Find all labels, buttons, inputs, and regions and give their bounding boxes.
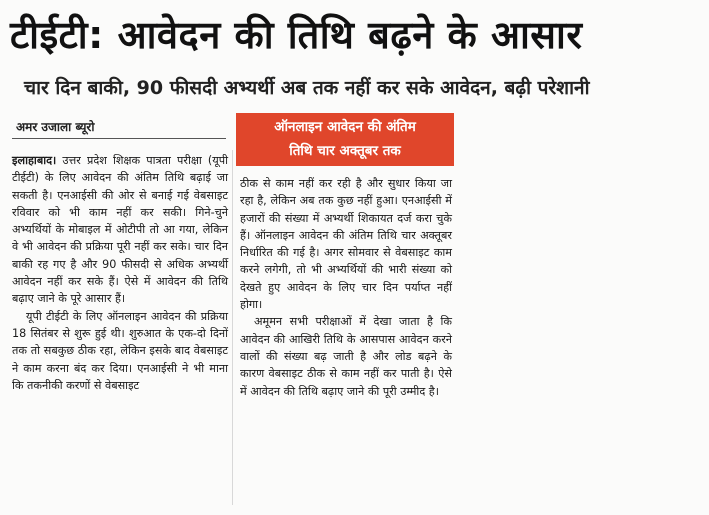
- highlight-line-2: तिथि चार अक्तूबर तक: [289, 143, 401, 159]
- article-paragraph: [12, 152, 228, 308]
- headline: टीईटी: आवेदन की तिथि बढ़ने के आसार: [10, 13, 583, 57]
- column-divider: [232, 150, 233, 505]
- byline: अमर उजाला ब्यूरो: [16, 120, 95, 134]
- highlight-line-1: ऑनलाइन आवेदन की अंतिम: [274, 119, 416, 135]
- dateline: इलाहाबाद।: [12, 154, 57, 167]
- article-paragraph: यूपी टीईटी के लिए ऑनलाइन आवेदन की प्रक्रिया 18 सितंबर से शुरू हुई थी। शुरुआत के एक-दो दिनों तक तो सबकुछ ठीक रहा, लेकिन इसके बाद वेबसाइट ने काम करना बंद कर दिया। एनआईसी ने भी माना कि तकनीकी करणों से वेबसाइट: [12, 309, 228, 392]
- article-column-1: [12, 152, 228, 394]
- article-column-2: [240, 175, 452, 400]
- subheadline: चार दिन बाकी, 90 फीसदी अभ्यर्थी अब तक नहीं कर सके आवेदन, बढ़ी परेशानी: [24, 77, 590, 99]
- article-paragraph: अमूमन सभी परीक्षाओं में देखा जाता है कि आवेदन की आखिरी तिथि के आसपास आवेदन करने वालों की संख्या बढ़ जाती है और लोड बढ़ने के कारण वेबसाइट ठीक से काम नहीं कर पाती है। ऐसे में आवेदन की तिथि बढ़ाए जाने की पूरी उम्मीद है।: [240, 315, 452, 398]
- byline-rule: [12, 138, 226, 139]
- highlight-box: [236, 113, 454, 166]
- paragraph-text: उत्तर प्रदेश शिक्षक पात्रता परीक्षा (यूपी टीईटी) के लिए आवेदन की अंतिम तिथि बढ़ाई जा सकती है। एनआईसी की ओर से बनाई गई वेबसाइट रविवार को भी काम नहीं कर सकी। गिने-चुने अभ्यर्थियों के मोबाइल में ओटीपी तो आ गया, लेकिन वे भी आवेदन की प्रक्रिया पूरी नहीं कर सके। चार दिन बाकी रह गए है और 90 फीसदी से अधिक अभ्यर्थी आवेदन नहीं कर सके हैं। ऐसे में आवेदन की तिथि बढ़ाए जाने के पूरे आसार हैं।: [12, 154, 228, 306]
- article-paragraph: ठीक से काम नहीं कर रही है और सुधार किया जा रहा है, लेकिन अब तक कुछ नहीं हुआ। एनआईसी में हजारों की संख्या में अभ्यर्थी शिकायत दर्ज करा चुके हैं। ऑनलाइन आवेदन की अंतिम तिथि चार अक्तूबर निर्धारित की गई है। अगर सोमवार से वेबसाइट काम करने लगेगी, तो भी अभ्यर्थियों की भारी संख्या को देखते हुए आवेदन के लिए चार दिन पर्याप्त नहीं होगा।: [240, 177, 452, 312]
